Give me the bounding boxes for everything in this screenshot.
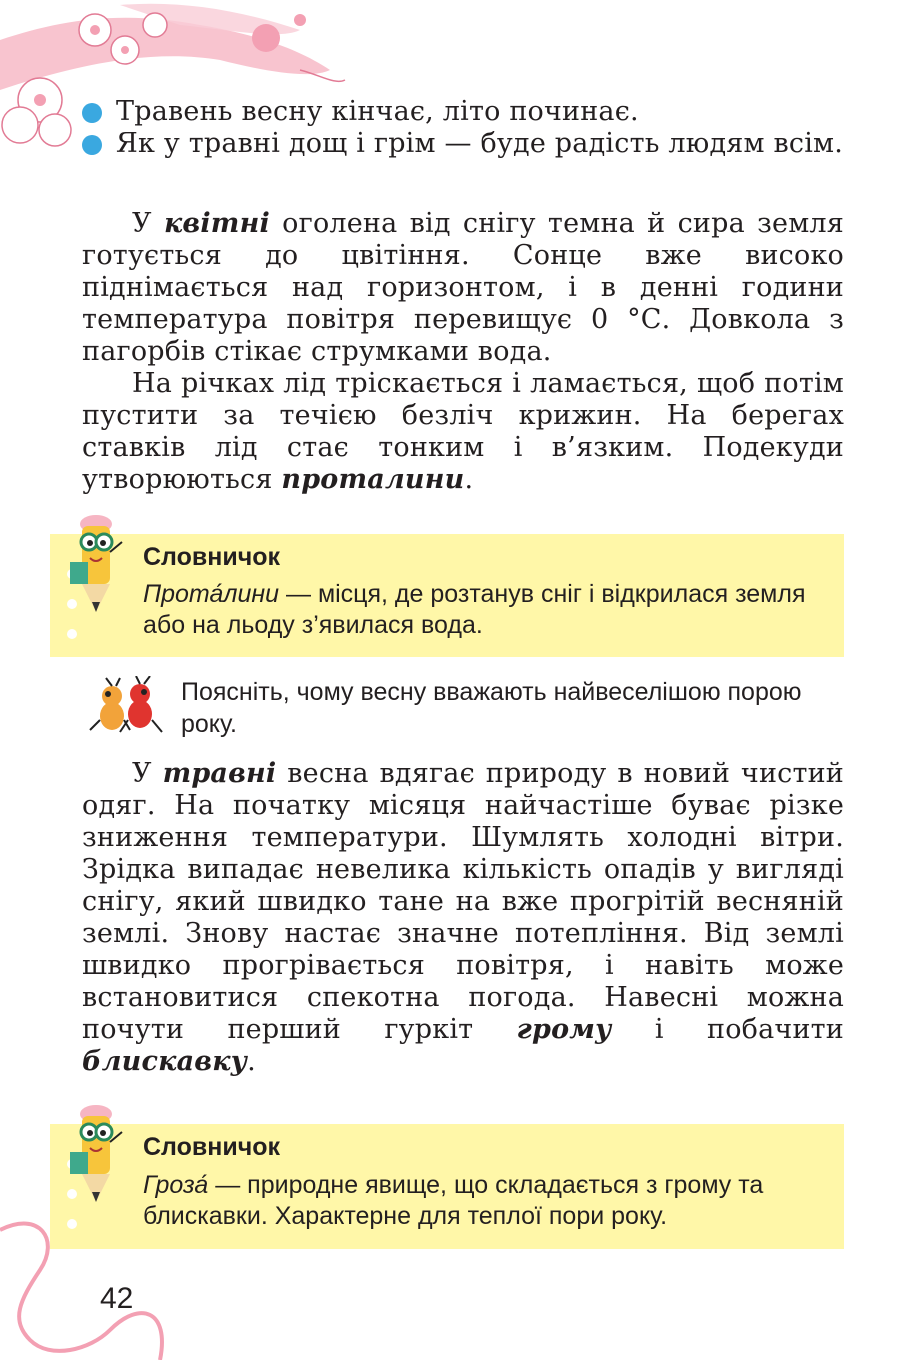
vocabulary-title: Словничок (143, 1133, 281, 1161)
proverbs-list (82, 96, 844, 160)
term-april: квітні (163, 208, 270, 239)
vocabulary-term: Прота́лини (143, 580, 280, 608)
bullet-icon (82, 103, 102, 123)
vocabulary-term: Гроза́ (143, 1171, 209, 1199)
term-lightning: блискавку (82, 1046, 248, 1077)
task-question: Поясніть, чому весну вважають найвеселішою порою року. (181, 678, 802, 738)
paragraph-may: У травні весна вдягає природу в новий чистий одяг. На початку місяця найчастіше буває різке зниження температури. Шумлять холодні вітри. Зрідка випадає невелика кількість опадів у вигляді снігу, який швидко тане на вже прогрітій весняній землі. Знову настає значне потепління. Від землі швидко прогрівається повітря, і навіть може встановитися спекотна погода. Навесні можна почути перший гуркіт грому і побачити блискавку. (82, 758, 845, 1077)
proverb-item (82, 128, 844, 160)
term-thunder: грому (516, 1014, 612, 1045)
vocabulary-title: Словничок (143, 543, 281, 571)
term-thawed-patches: проталини (281, 464, 465, 495)
proverb-text: Травень весну кінчає, літо починає. (116, 96, 639, 127)
pencil-mascot-icon (60, 1102, 140, 1212)
ants-icon (86, 676, 172, 738)
page-number: 42 (100, 1282, 134, 1315)
pencil-mascot-icon (60, 512, 140, 622)
term-may: травні (162, 758, 277, 789)
bullet-icon (82, 135, 102, 155)
paragraph-april: У квітні оголена від снігу темна й сира земля готується до цвітіння. Сонце вже високо піднімається над горизонтом, і в денні години температура повітря перевищує 0 °С. Довкола з пагорбів стікає струмками вода. На річках лід тріскається і ламається, щоб потім пустити за течією безліч крижин. На берегах ставків лід стає тонким і в’язким. Подекуди утворюються проталини. (82, 208, 844, 495)
proverb-item (82, 96, 844, 128)
proverb-text: Як у травні дощ і грім — буде радість людям всім. (116, 128, 844, 159)
vocabulary-definition: Гроза́ — природне явище, що складається з грому та блискавки. Характерне для теплої пори року. (143, 1171, 764, 1230)
vocabulary-definition: Прота́лини — місця, де розтанув сніг і відкрилася земля або на льоду з’явилася вода. (143, 580, 806, 639)
vocabulary-box (50, 534, 844, 657)
